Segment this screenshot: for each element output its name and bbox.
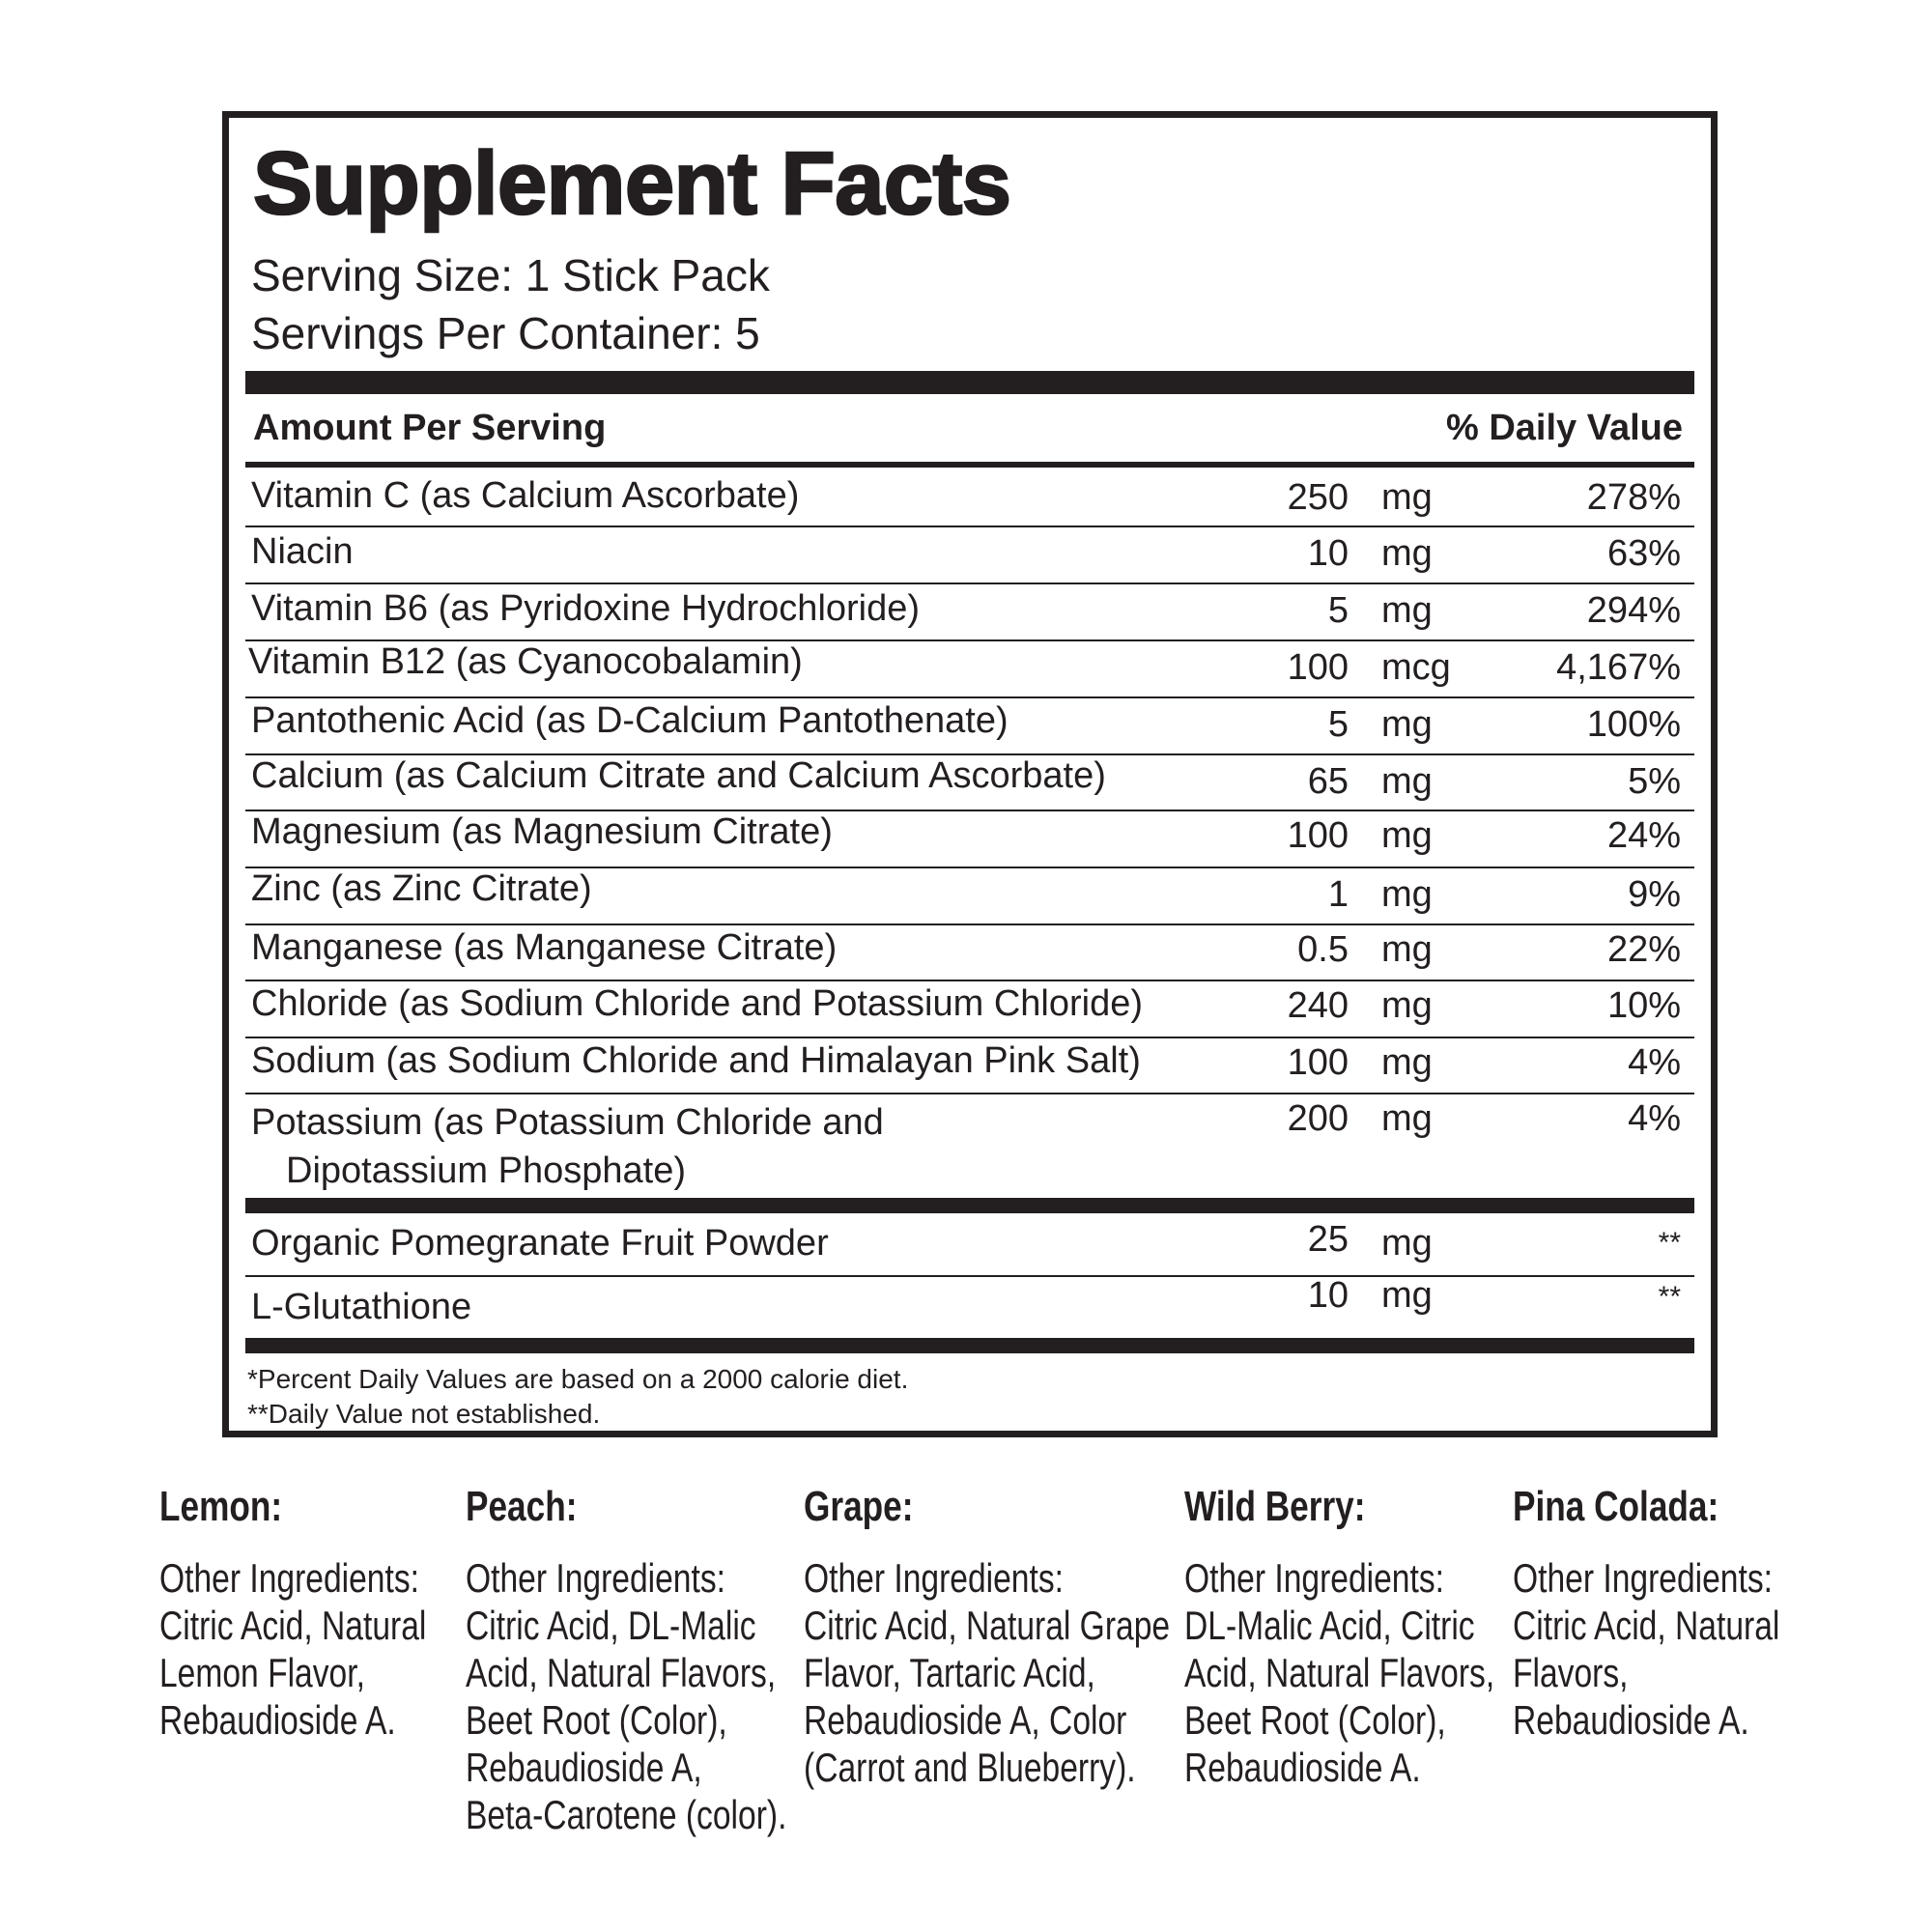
ingredient-line: Citric Acid, Natural Grape <box>804 1603 1171 1648</box>
other-ingredient-row <box>245 1219 1694 1275</box>
nutrient-unit: mg <box>1381 985 1433 1026</box>
nutrient-unit: mcg <box>1381 647 1451 688</box>
nutrient-amount: 200 <box>1287 1098 1349 1139</box>
nutrient-name: Vitamin C (as Calcium Ascorbate) <box>251 475 800 516</box>
header-divider <box>245 462 1694 468</box>
other-ingredients-heading: Other Ingredients: <box>1184 1555 1444 1601</box>
nutrient-unit: mg <box>1381 1098 1433 1139</box>
ingredient-daily-value: ** <box>1658 1281 1681 1313</box>
ingredient-daily-value: ** <box>1658 1227 1681 1259</box>
nutrient-row <box>245 527 1694 583</box>
nutrient-row <box>245 698 1694 754</box>
nutrient-unit: mg <box>1381 815 1433 856</box>
nutrient-daily-value: 9% <box>1628 874 1681 915</box>
footnote-daily-values: *Percent Daily Values are based on a 2000 calorie diet. <box>247 1364 909 1394</box>
flavor-peach <box>466 1483 786 1838</box>
ingredient-line: (Carrot and Blueberry). <box>804 1745 1136 1790</box>
nutrient-name: Manganese (as Manganese Citrate) <box>251 927 838 968</box>
flavor-wild-berry <box>1184 1483 1494 1791</box>
flavor-pina-colada <box>1513 1483 1779 1744</box>
nutrient-amount: 5 <box>1327 590 1349 631</box>
nutrient-daily-value: 294% <box>1586 590 1681 631</box>
nutrient-unit: mg <box>1381 590 1433 631</box>
nutrient-row <box>245 925 1694 981</box>
ingredient-line: Flavor, Tartaric Acid, <box>804 1650 1095 1695</box>
nutrient-unit: mg <box>1381 477 1433 518</box>
nutrient-unit: mg <box>1381 874 1433 915</box>
ingredient-amount: 25 <box>1307 1219 1349 1260</box>
nutrient-name: Chloride (as Sodium Chloride and Potassium Chloride) <box>251 983 1143 1024</box>
nutrient-name: Vitamin B6 (as Pyridoxine Hydrochloride) <box>251 588 921 629</box>
nutrient-daily-value: 22% <box>1606 929 1681 970</box>
nutrient-daily-value: 10% <box>1606 985 1681 1026</box>
ingredient-amount: 10 <box>1307 1275 1349 1316</box>
ingredient-line: Acid, Natural Flavors, <box>1184 1650 1495 1695</box>
nutrient-daily-value: 5% <box>1628 761 1681 802</box>
nutrient-amount: 250 <box>1287 477 1349 518</box>
nutrient-name: Pantothenic Acid (as D-Calcium Pantothenate) <box>251 700 1009 741</box>
nutrient-amount: 5 <box>1327 704 1349 745</box>
ingredient-line: Citric Acid, Natural <box>159 1603 427 1648</box>
flavor-name: Wild Berry: <box>1184 1483 1366 1530</box>
nutrient-daily-value: 278% <box>1586 477 1681 518</box>
ingredient-line: Citric Acid, Natural <box>1513 1603 1780 1648</box>
footnote-not-established: **Daily Value not established. <box>247 1399 601 1429</box>
nutrient-row <box>245 811 1694 867</box>
nutrient-name: Zinc (as Zinc Citrate) <box>251 868 592 909</box>
ingredient-line: Beta-Carotene (color). <box>466 1792 787 1837</box>
nutrient-amount: 240 <box>1287 985 1349 1026</box>
nutrient-daily-value: 63% <box>1606 533 1681 574</box>
ingredient-name: Organic Pomegranate Fruit Powder <box>251 1223 829 1264</box>
ingredient-line: Beet Root (Color), <box>1184 1697 1446 1743</box>
serving-size: Serving Size: 1 Stick Pack <box>251 250 770 300</box>
nutrient-amount: 1 <box>1327 874 1349 915</box>
nutrient-daily-value: 24% <box>1606 815 1681 856</box>
nutrient-unit: mg <box>1381 929 1433 970</box>
thick-divider-top <box>245 371 1694 394</box>
ingredient-line: DL-Malic Acid, Citric <box>1184 1603 1475 1648</box>
nutrient-row <box>245 868 1694 924</box>
ingredient-unit: mg <box>1381 1275 1433 1316</box>
ingredient-line: Acid, Natural Flavors, <box>466 1650 777 1695</box>
nutrient-name: Calcium (as Calcium Citrate and Calcium Ascorbate) <box>251 755 1106 796</box>
nutrient-daily-value: 4% <box>1628 1098 1681 1139</box>
ingredient-unit: mg <box>1381 1223 1433 1264</box>
nutrient-unit: mg <box>1381 704 1433 745</box>
servings-per-container: Servings Per Container: 5 <box>251 308 760 358</box>
ingredient-line: Rebaudioside A, <box>466 1745 702 1790</box>
other-ingredient-row <box>245 1277 1694 1333</box>
flavor-grape <box>804 1483 1170 1791</box>
other-ingredients-heading: Other Ingredients: <box>804 1555 1064 1601</box>
ingredient-line: Flavors, <box>1513 1650 1629 1695</box>
nutrient-amount: 100 <box>1287 815 1349 856</box>
ingredient-line: Rebaudioside A. <box>1513 1697 1749 1743</box>
nutrient-row <box>245 469 1694 526</box>
header-amount-per-serving: Amount Per Serving <box>253 408 607 448</box>
nutrient-amount: 65 <box>1307 761 1349 802</box>
label-title: Supplement Facts <box>253 134 1011 233</box>
ingredient-line: Rebaudioside A, Color <box>804 1697 1127 1743</box>
thick-divider-bottom <box>245 1338 1694 1353</box>
ingredient-line: Beet Root (Color), <box>466 1697 727 1743</box>
other-ingredients-heading: Other Ingredients: <box>159 1555 419 1601</box>
nutrient-name: Vitamin B12 (as Cyanocobalamin) <box>248 641 803 682</box>
nutrient-row <box>245 755 1694 811</box>
ingredient-line: Rebaudioside A. <box>159 1697 396 1743</box>
nutrient-row <box>245 584 1694 640</box>
flavor-name: Pina Colada: <box>1513 1483 1719 1530</box>
nutrient-amount: 100 <box>1287 1042 1349 1083</box>
flavor-lemon <box>159 1483 426 1744</box>
nutrient-amount: 100 <box>1287 647 1349 688</box>
ingredient-line: Rebaudioside A. <box>1184 1745 1421 1790</box>
nutrient-unit: mg <box>1381 1042 1433 1083</box>
other-ingredients-heading: Other Ingredients: <box>466 1555 725 1601</box>
nutrient-daily-value: 100% <box>1586 704 1681 745</box>
nutrient-row <box>245 981 1694 1037</box>
ingredient-name: L-Glutathione <box>251 1287 472 1327</box>
nutrient-amount: 0.5 <box>1297 929 1349 970</box>
ingredient-line: Lemon Flavor, <box>159 1650 365 1695</box>
nutrient-amount: 10 <box>1307 533 1349 574</box>
nutrient-row <box>245 1094 1694 1196</box>
flavor-name: Grape: <box>804 1483 914 1530</box>
nutrient-name-continued: Dipotassium Phosphate) <box>286 1151 686 1191</box>
other-ingredients-heading: Other Ingredients: <box>1513 1555 1773 1601</box>
nutrient-row <box>245 641 1694 697</box>
flavor-name: Lemon: <box>159 1483 283 1530</box>
nutrient-daily-value: 4% <box>1628 1042 1681 1083</box>
nutrient-name: Niacin <box>251 531 354 572</box>
header-daily-value: % Daily Value <box>1445 408 1683 448</box>
thick-divider-middle <box>245 1198 1694 1213</box>
nutrient-unit: mg <box>1381 533 1433 574</box>
nutrient-unit: mg <box>1381 761 1433 802</box>
ingredient-line: Citric Acid, DL-Malic <box>466 1603 756 1648</box>
nutrient-daily-value: 4,167% <box>1556 647 1681 688</box>
nutrient-name: Potassium (as Potassium Chloride and <box>251 1102 884 1143</box>
flavor-name: Peach: <box>466 1483 578 1530</box>
nutrient-name: Magnesium (as Magnesium Citrate) <box>251 811 833 852</box>
nutrient-row <box>245 1038 1694 1094</box>
nutrient-name: Sodium (as Sodium Chloride and Himalayan Pink Salt) <box>251 1040 1141 1081</box>
